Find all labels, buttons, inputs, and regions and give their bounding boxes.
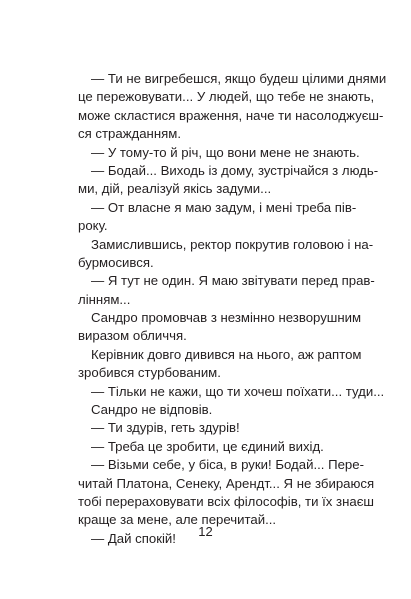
text-line: читай Платона, Сенеку, Арендт... Я не збираюся: [78, 475, 375, 491]
text-line: — От власне я маю задум, і мені треба пів-: [91, 199, 357, 215]
text-line: це пережовувати... У людей, що тебе не знають,: [78, 89, 375, 105]
text-line: — Візьми себе, у біса, в руки! Бодай... Пере-: [91, 457, 364, 473]
text-line: Замислившись, ректор покрутив головою і на-: [91, 236, 374, 252]
text-line: Сандро промовчав з незмінно незворушним: [91, 310, 362, 326]
text-line: ся стражданням.: [78, 126, 181, 142]
text-line: Керівник довго дивився на нього, аж раптом: [91, 346, 362, 362]
text-line: — Ти не вигребешся, якщо будеш цілими днями: [91, 71, 387, 86]
text-line: ми, дій, реалізуй якісь задуми...: [78, 181, 272, 197]
text-line: — Бодай... Виходь із дому, зустрічайся з людь-: [91, 162, 379, 178]
text-line: — Ти здурів, геть здурів!: [91, 420, 240, 436]
body-text: [78, 70, 387, 548]
text-line: Сандро не відповів.: [91, 402, 213, 418]
text-line: — Я тут не один. Я маю звітувати перед прав-: [91, 273, 375, 289]
text-line: — У тому-то й річ, що вони мене не знають.: [91, 144, 360, 160]
text-line: може скластися враження, наче ти насолоджуєш-: [78, 107, 384, 123]
text-line: тобі перераховувати всіх філософів, ти їх знаєш: [78, 493, 374, 509]
text-line: — Треба це зробити, це єдиний вихід.: [91, 438, 324, 454]
text-line: зробився стурбованим.: [78, 365, 221, 381]
text-line: — Тільки не кажи, що ти хочеш поїхати... туди...: [91, 383, 385, 399]
text-line: лінням...: [78, 291, 131, 307]
page-number: 12: [198, 524, 213, 539]
text-line: краще за мене, але перечитай...: [78, 512, 277, 528]
text-line: виразом обличчя.: [78, 328, 187, 344]
text-line: бурмосився.: [78, 254, 154, 270]
text-line: року.: [78, 218, 108, 234]
text-line: — Дай спокій!: [91, 530, 176, 546]
